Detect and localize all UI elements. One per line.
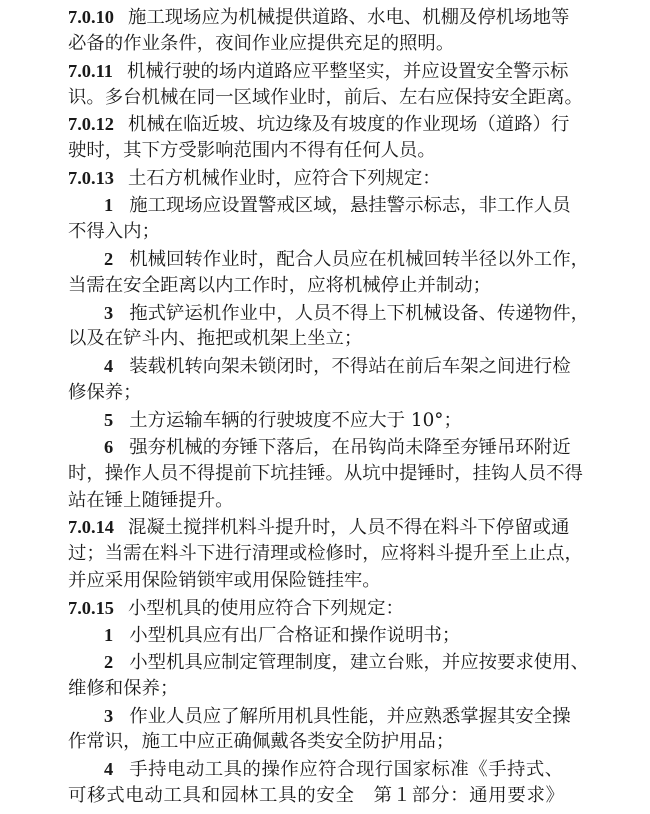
- item-text: 施工现场应设置警戒区域，悬挂警示标志，非工作人员: [129, 195, 571, 217]
- list-item-line-1: [0, 192, 650, 219]
- item-number: 5: [104, 410, 114, 430]
- item-text: 时，操作人员不得提前下坑挂锤。从坑中提锤时，挂钩人员不得: [68, 462, 583, 484]
- clause-7-0-12-line-1: [0, 111, 650, 138]
- item-number: 4: [104, 759, 114, 780]
- list-item-line-2: 作常识，施工中应正确佩戴各类安全防护用品；: [68, 731, 455, 753]
- item-text: 小型机具应有出厂合格证和操作说明书；: [129, 624, 461, 646]
- clause-7-0-14-line-3: 并应采用保险销锁牢或用保险链挂牢。: [68, 570, 381, 592]
- clause-text: 小型机具的使用应符合下列规定：: [127, 598, 404, 620]
- item-number: 2: [104, 248, 114, 269]
- clause-text: 机械在临近坡、坑边缘及有坡度的作业现场（道路）行: [127, 114, 570, 136]
- clause-number: 7.0.12: [68, 114, 114, 135]
- item-text: 装载机转向架未锁闭时，不得站在前后车架之间进行检: [129, 356, 571, 378]
- item-number: 6: [104, 436, 114, 457]
- clause-number: 7.0.11: [68, 60, 113, 81]
- list-item-line-1: [0, 246, 650, 273]
- clause-text: 机械行驶的场内道路应平整坚实，并应设置安全警示标: [126, 60, 569, 82]
- clause-number: 7.0.13: [68, 168, 114, 189]
- item-text: 作业人员应了解所用机具性能，并应熟悉掌握其安全操: [129, 705, 571, 727]
- clause-7-0-11-line-2: [0, 85, 650, 112]
- item-text: 手持电动工具的操作应符合现行国家标准《手持式、: [129, 759, 564, 781]
- clause-7-0-11-line-1: [0, 58, 650, 85]
- list-item-line-2: 修保养；: [68, 382, 142, 404]
- list-item-line-3: 站在锤上随锤提升。: [68, 489, 234, 511]
- item-text: 可移式电动工具和园林工具的安全 第１部分：通用要求》: [68, 785, 564, 807]
- list-item-line-1: [0, 434, 650, 461]
- clause-number: 7.0.15: [68, 598, 114, 619]
- list-item-line-2: [0, 461, 650, 488]
- clause-number: 7.0.10: [68, 7, 114, 27]
- list-item-line-1: [0, 703, 650, 730]
- clause-7-0-13-intro: [0, 165, 650, 192]
- clause-number: 7.0.14: [68, 517, 114, 538]
- item-text: 土方运输车辆的行驶坡度不应大于 10°；: [129, 410, 462, 431]
- list-item-line-2: 维修和保养；: [68, 677, 179, 699]
- clause-7-0-10-line-1: [0, 4, 650, 31]
- clause-text: 识。多台机械在同一区域作业时，前后、左右应保持安全距离。: [68, 86, 583, 108]
- clause-7-0-10-line-2: 必备的作业条件，夜间作业应提供充足的照明。: [68, 32, 455, 54]
- item-number: 1: [104, 624, 114, 645]
- list-item-line-1: [0, 622, 650, 649]
- list-item-line-2: [0, 783, 650, 810]
- item-number: 4: [104, 356, 114, 377]
- clause-7-0-15-intro: [0, 595, 650, 622]
- clause-text: 过；当需在料斗下进行清理或检修时，应将料斗提升至上止点，: [68, 543, 583, 565]
- clause-text: 混凝土搅拌机料斗提升时，人员不得在料斗下停留或通: [127, 517, 570, 539]
- list-item-line-1: [0, 756, 650, 783]
- list-item-line-1: [0, 649, 650, 676]
- item-text: 机械回转作业时，配合人员应在机械回转半径以外工作，: [129, 248, 589, 270]
- list-item-line-2: 当需在安全距离以内工作时，应将机械停止并制动；: [68, 274, 491, 296]
- item-number: 3: [104, 302, 114, 323]
- item-text: 拖式铲运机作业中，人员不得上下机械设备、传递物件，: [129, 302, 589, 324]
- item-number: 2: [104, 651, 114, 672]
- clause-7-0-12-line-2: 驶时，其下方受影响范围内不得有任何人员。: [68, 140, 436, 162]
- item-text: 小型机具应制定管理制度，建立台账，并应按要求使用、: [129, 651, 589, 673]
- item-text: 强夯机械的夯锤下落后，在吊钩尚未降至夯锤吊环附近: [129, 436, 571, 458]
- clause-text: 施工现场应为机械提供道路、水电、机棚及停机场地等: [127, 7, 570, 28]
- list-item-line-2: 以及在铲斗内、拖把或机架上坐立；: [68, 328, 363, 350]
- clause-7-0-14-line-1: [0, 514, 650, 541]
- list-item-line-2: 不得入内；: [68, 220, 160, 242]
- item-number: 3: [104, 705, 114, 726]
- list-item-line-1: [0, 300, 650, 327]
- list-item-line-1: [0, 407, 650, 434]
- list-item-line-1: [0, 353, 650, 380]
- item-number: 1: [104, 195, 114, 216]
- clause-text: 土石方机械作业时，应符合下列规定：: [127, 168, 441, 190]
- clause-7-0-14-line-2: [0, 541, 650, 568]
